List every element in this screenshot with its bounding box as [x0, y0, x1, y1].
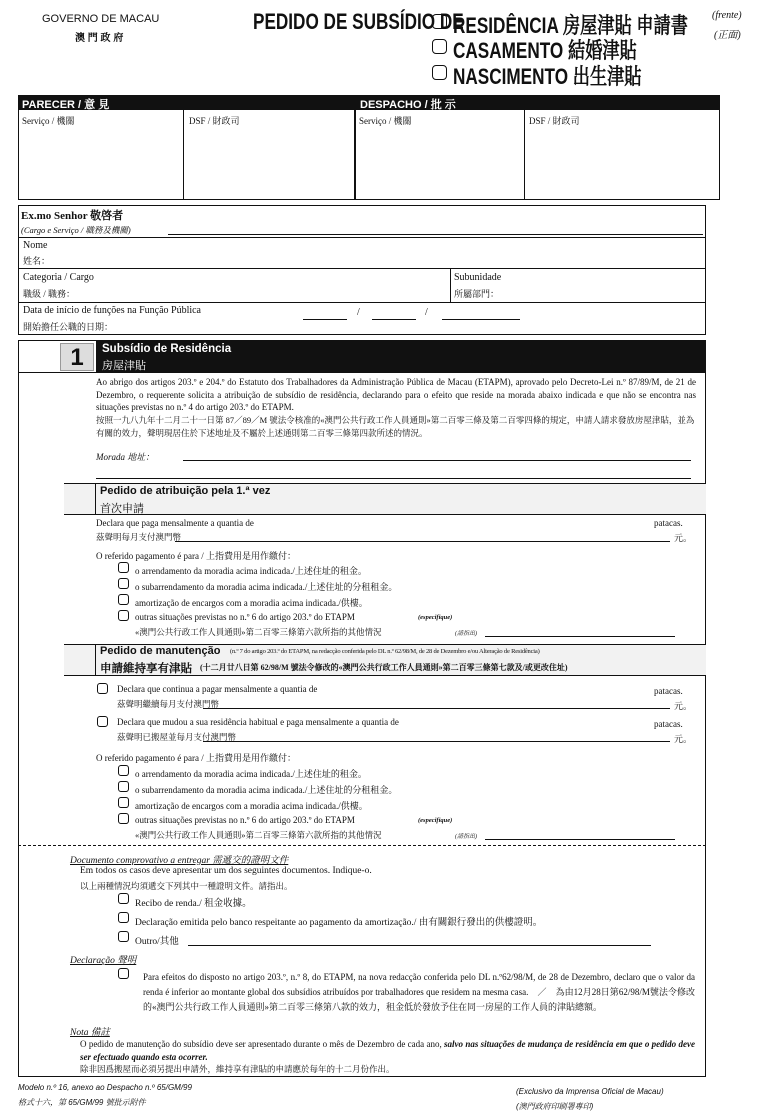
especifique-label: (especifique)	[418, 817, 453, 824]
indique-label-zh: (請指出)	[455, 631, 477, 637]
outro-input[interactable]	[188, 945, 651, 946]
option-casamento: CASAMENTO 結婚津貼	[453, 38, 637, 63]
maintenance-note: (n.º 7 do artigo 203.º do ETAPM, na redacção conferida pelo DL n.º 62/98/M, de 28 de Dezembro e/ou Alteração de Residência)	[230, 648, 540, 655]
dashed-divider	[18, 845, 706, 846]
data-inicio-label-zh: 開始擔任公職的日期：	[23, 322, 114, 332]
date-separator: /	[357, 307, 360, 318]
parecer-label: PARECER / 意 見	[22, 99, 110, 111]
outras-label-zh: «澳門公共行政工作人員通則»第二百零三條第六款所指的其他情況	[135, 627, 382, 637]
doc-option-label: Recibo de renda./ 租金收據。	[135, 899, 252, 909]
doc-option-label: Declaração emitida pelo banco respeitante ao pagamento da amortização./ 由有關銀行發出的供樓證明。	[135, 918, 543, 928]
addressee-title: Ex.mo Senhor 敬啓者	[21, 210, 124, 222]
data-inicio-label: Data de início de funções na Função Pública	[23, 305, 201, 316]
purpose-label: o subarrendamento da moradia acima indicada./上述住址的分租租金。	[135, 785, 398, 795]
purpose-label: o subarrendamento da moradia acima indicada./上述住址的分租租金。	[135, 582, 398, 592]
divider	[95, 644, 96, 676]
nome-input[interactable]	[60, 240, 700, 266]
data-year-input[interactable]	[442, 319, 520, 320]
first-purpose-checkbox-amortizacao[interactable]	[118, 594, 129, 605]
outras-label-zh: «澳門公共行政工作人員通則»第二百零三條第六款所指的其他情況	[135, 830, 382, 840]
maintenance-title-zh: 申請維持享有津貼	[100, 663, 192, 675]
indique-label-zh: (請指出)	[455, 834, 477, 840]
purpose-label: o arrendamento da moradia acima indicada./上述住址的租金。	[135, 566, 367, 576]
maintenance-note-zh: (十二月廿八日第 62/98/M 號法令修改的«澳門公共行政工作人員通則»第二百零三條第七款及/或更改住址)	[200, 663, 568, 672]
printer-label: (Exclusivo da Imprensa Oficial de Macau)	[516, 1087, 664, 1096]
mudou-label-zh: 茲聲明已搬屋並每月支付澳門幣	[117, 732, 237, 742]
patacas-label: patacas.	[654, 719, 683, 729]
purpose-label: outras situações previstas no n.º 6 do artigo 203.º do ETAPM	[135, 815, 355, 825]
divider	[183, 110, 184, 200]
section-title: Subsídio de Residência	[102, 343, 232, 355]
maintenance-title: Pedido de manutenção	[100, 645, 221, 657]
despacho-dsf-label: DSF / 財政司	[529, 116, 580, 126]
parecer-servico-label: Serviço / 機關	[22, 116, 75, 126]
morada-input[interactable]	[183, 460, 691, 461]
yuan-label: 元。	[674, 734, 693, 744]
maint-purpose-checkbox-outras[interactable]	[118, 813, 129, 824]
docs-line2: 以上兩種情況均須遞交下列其中一種證明文件。請指出。	[80, 881, 293, 891]
continua-label: Declara que continua a pagar mensalmente a quantia de	[117, 684, 318, 694]
cargo-input[interactable]	[168, 234, 703, 235]
nota-text-zh: 除非因爲搬屋而必須另提出申請外，維持享有津貼的申請應於每年的十二月份作出。	[80, 1064, 395, 1074]
declaracao-banco-checkbox[interactable]	[118, 912, 129, 923]
divider	[18, 302, 706, 303]
purpose-label: amortização de encargos com a moradia acima indicada./供樓。	[135, 801, 368, 811]
subunidade-label-zh: 所屬部門：	[454, 289, 500, 299]
yuan-label: 元。	[674, 533, 693, 543]
declara-label: Declara que paga mensalmente a quantia de	[96, 518, 254, 528]
maint-outras-input[interactable]	[485, 839, 675, 840]
referido-label: O referido pagamento é para / 上指費用是用作繳付：	[96, 551, 296, 561]
yuan-label: 元。	[674, 701, 693, 711]
divider	[450, 268, 451, 302]
continua-label-zh: 茲聲明繼續每月支付澳門幣	[117, 699, 220, 709]
mudou-label: Declara que mudou a sua residência habitual e paga mensalmente a quantia de	[117, 717, 399, 727]
section-title-zh: 房屋津貼	[102, 360, 146, 372]
purpose-label: amortização de encargos com a moradia acima indicada./供樓。	[135, 598, 368, 608]
declaracao-checkbox[interactable]	[118, 968, 129, 979]
continua-checkbox[interactable]	[97, 683, 108, 694]
referido-label: O referido pagamento é para / 上指費用是用作繳付：	[96, 753, 296, 763]
divider	[18, 268, 706, 269]
nota-text	[80, 1038, 695, 1064]
org-name: GOVERNO DE MACAU	[42, 13, 160, 25]
first-outras-input[interactable]	[485, 636, 675, 637]
data-day-input[interactable]	[303, 319, 347, 320]
model-label: Modelo n.º 16, anexo ao Despacho n.º 65/GM/99	[18, 1083, 192, 1092]
patacas-label: patacas.	[654, 686, 683, 696]
section-number: 1	[60, 343, 94, 371]
nota-text-emphasis: salvo nas situações de mudança de residência em que o pedido deve ser efectuado quando esta ocorrer.	[80, 1039, 695, 1062]
declara-label-zh: 茲聲明每月支付澳門幣	[96, 532, 182, 542]
nome-label: Nome	[23, 240, 48, 251]
docs-title: Documento comprovativo a entregar 需遞交的證明文件	[70, 856, 289, 866]
divider	[524, 110, 525, 200]
categoria-label: Categoria / Cargo	[23, 272, 94, 283]
divider	[18, 237, 706, 238]
declaracao-title: Declaração 聲明	[70, 956, 137, 966]
recibo-checkbox[interactable]	[118, 893, 129, 904]
subunidade-label: Subunidade	[454, 272, 502, 283]
printer-label-zh: (澳門政府印刷署專印)	[516, 1102, 594, 1111]
nascimento-checkbox[interactable]	[432, 65, 447, 80]
first-request-title: Pedido de atribuição pela 1.ª vez	[100, 485, 271, 497]
despacho-servico-label: Serviço / 機關	[359, 116, 412, 126]
intro-text: Ao abrigo dos artigos 203.º e 204.º do Estatuto dos Trabalhadores da Administração Pública de Macau (ETAPM), aprovado pelo Decreto-Lei n.º 87/89/M, de 21 de Dezembro, o requerente solicita a atribuição de subsídio de residência, declarando para o efeito que reside na morada abaixo indicada e que não se encontra nas situações previstas no n.º 4 do artigo 203.º do ETAPM.	[96, 377, 696, 412]
parecer-dsf-label: DSF / 財政司	[189, 116, 240, 126]
residencia-checkbox[interactable]	[432, 14, 447, 29]
side-label-zh: (正面)	[714, 30, 741, 41]
intro-text-zh: 按照一九八九年十二月二十一日第 87／89／M 號法令核准的«澳門公共行政工作人員通則»第二百零三條及第二百零四條的規定，申請人請求發放房屋津貼，並為有關的效力，聲明現居住於下述地址及不屬於上述通則第二百零三條第四款所述的情況。	[96, 415, 695, 438]
first-amount-input[interactable]	[175, 541, 670, 542]
side-label: (frente)	[712, 10, 742, 21]
doc-option-label: Outro/其他	[135, 937, 179, 947]
purpose-label: o arrendamento da moradia acima indicada./上述住址的租金。	[135, 769, 367, 779]
divider	[95, 483, 96, 515]
despacho-label: DESPACHO / 批 示	[360, 99, 456, 111]
morada-label: Morada 地址：	[96, 452, 155, 462]
org-name-zh: 澳 門 政 府	[75, 33, 124, 44]
first-purpose-checkbox-outras[interactable]	[118, 610, 129, 621]
first-purpose-checkbox-arrendamento[interactable]	[118, 562, 129, 573]
date-separator: /	[425, 307, 428, 318]
maint-purpose-checkbox-amortizacao[interactable]	[118, 797, 129, 808]
nota-text-regular: O pedido de manutenção do subsídio deve ser apresentado durante o mês de Dezembro de cada ano,	[80, 1039, 442, 1049]
model-label-zh: 格式十六，第 65/GM/99 號批示附件	[18, 1098, 146, 1107]
purpose-label: outras situações previstas no n.º 6 do artigo 203.º do ETAPM	[135, 612, 355, 622]
form-title: PEDIDO DE SUBSÍDIO DE	[253, 9, 464, 34]
mudou-amount-input[interactable]	[203, 741, 670, 742]
first-request-title-zh: 首次申請	[100, 503, 144, 515]
maint-purpose-checkbox-arrendamento[interactable]	[118, 765, 129, 776]
option-nascimento: NASCIMENTO 出生津貼	[453, 64, 642, 89]
declaracao-text: Para efeitos do disposto no artigo 203.º, n.º 8, do ETAPM, na nova redacção conferida pelo DL n.º62/98/M, de 28 de Dezembro, declaro que o valor da renda é inferior ao montante global dos subsídios atribuídos por trabalhadores que residem na mesma casa. ／ 為由12月28日第62/98/M號法令修改的«澳門公共行政工作人員通則»第二百零三條第八款的效力，租金低於發放予住在同一房屋的工作人員的津貼總額。	[143, 972, 695, 1012]
data-month-input[interactable]	[372, 319, 416, 320]
mudou-checkbox[interactable]	[97, 716, 108, 727]
first-purpose-checkbox-subarrendamento[interactable]	[118, 578, 129, 589]
cargo-label: (Cargo e Serviço / 職務及機關)	[21, 225, 131, 235]
nota-title: Nota 備註	[70, 1028, 110, 1038]
morada-input-2[interactable]	[96, 478, 691, 479]
option-residencia: RESIDÊNCIA 房屋津貼 申請書	[453, 13, 688, 38]
nome-label-zh: 姓名：	[23, 256, 51, 266]
continua-amount-input[interactable]	[203, 708, 670, 709]
especifique-label: (especifique)	[418, 614, 453, 621]
casamento-checkbox[interactable]	[432, 39, 447, 54]
categoria-label-zh: 職級 / 職務：	[23, 289, 76, 299]
outro-checkbox[interactable]	[118, 931, 129, 942]
docs-line1: Em todos os casos deve apresentar um dos seguintes documentos. Indique-o.	[80, 866, 372, 876]
maint-purpose-checkbox-subarrendamento[interactable]	[118, 781, 129, 792]
patacas-label: patacas.	[654, 518, 683, 528]
